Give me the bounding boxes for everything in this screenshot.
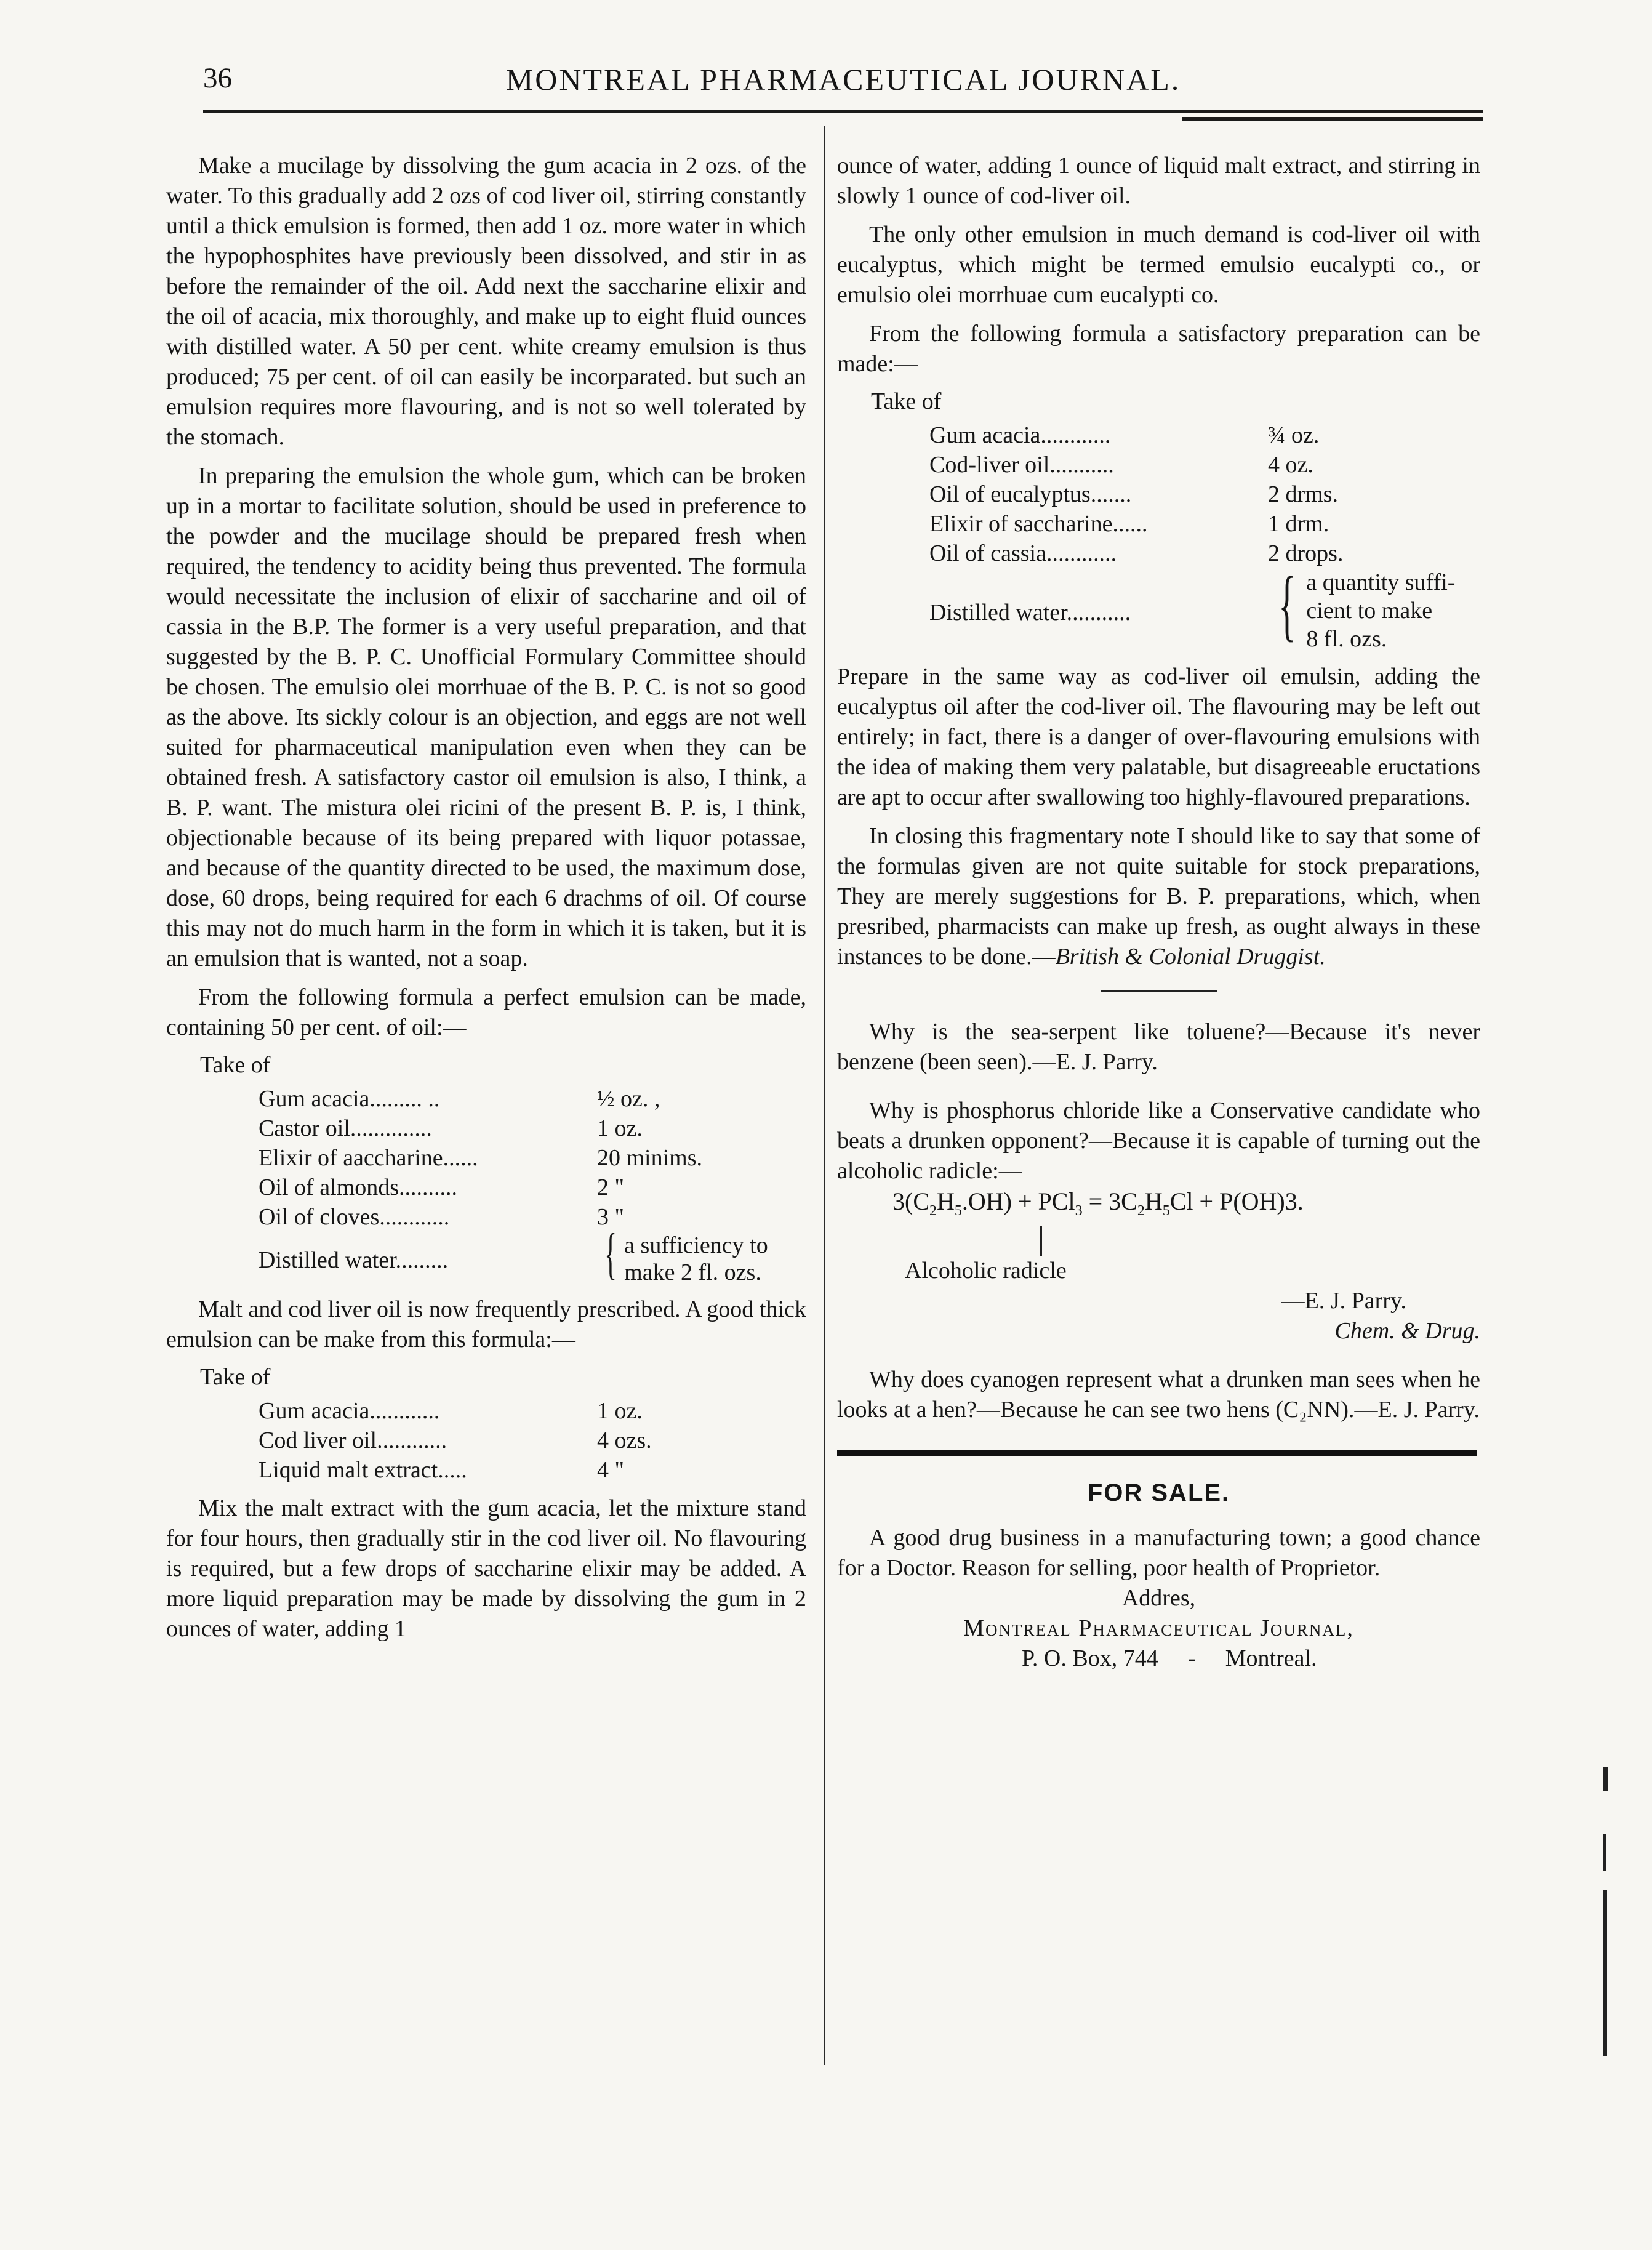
paragraph: Malt and cod liver oil is now frequently prescribed. A good thick emulsion can be make from this formula:— — [166, 1296, 806, 1352]
recipe-row — [259, 1396, 652, 1426]
address-dash: - — [1187, 1645, 1196, 1671]
recipe-row — [259, 1426, 652, 1455]
right-column — [837, 151, 1480, 1674]
quantity-line: a sufficiency to — [624, 1232, 768, 1258]
header-rule-right — [1182, 117, 1483, 121]
source-citation: British & Colonial Druggist. — [1055, 944, 1326, 970]
ingredient: Oil of cassia............ — [929, 540, 1117, 566]
quantity: 20 minims. — [597, 1145, 703, 1171]
header-rule — [203, 110, 1483, 113]
ingredient: Distilled water......... — [259, 1247, 449, 1273]
for-sale-text: A good drug business in a manufacturing town; a good chance for a Doctor. Reason for selling, poor health of Proprietor. — [837, 1525, 1480, 1581]
address-label: Addres, — [1121, 1585, 1196, 1611]
brace-glyph: { — [604, 1222, 617, 1285]
quantity: 4 " — [597, 1457, 625, 1483]
journal-title: MONTREAL PHARMACEUTICAL JOURNAL. — [505, 62, 1181, 97]
brace-glyph: { — [1278, 561, 1296, 649]
section-divider — [1101, 990, 1217, 992]
quantity: 1 oz. — [597, 1115, 643, 1141]
ingredient: Elixir of saccharine...... — [929, 511, 1148, 537]
joke-paragraph: Why is phosphorus chloride like a Conservative candidate who beats a drunken opponent?—Because it is capable of turning out the alcoholic radicle:— — [837, 1098, 1480, 1184]
quantity — [1262, 561, 1456, 653]
ingredient: Oil of almonds.......... — [259, 1175, 457, 1200]
recipe-row — [929, 480, 1455, 509]
joke-paragraph: Why is the sea-serpent like toluene?—Because it's never benzene (been seen).—E. J. Parry. — [837, 1019, 1480, 1075]
scan-mark — [1603, 1834, 1606, 1871]
recipe-row — [259, 1143, 768, 1173]
quantity-line: a quantity suffi- — [1306, 569, 1456, 595]
left-column — [166, 151, 806, 1644]
quantity: 1 drm. — [1268, 511, 1329, 537]
ingredient: Gum acacia............ — [929, 422, 1111, 448]
quantity: 1 oz. — [597, 1398, 643, 1424]
advert-rule — [837, 1450, 1477, 1456]
ingredient: Gum acacia......... .. — [259, 1086, 440, 1112]
quantity: 4 ozs. — [597, 1428, 652, 1453]
quantity: ¾ oz. — [1268, 422, 1320, 448]
ingredient: Gum acacia............ — [259, 1398, 440, 1424]
recipe-row — [929, 539, 1455, 568]
ingredient: Castor oil.............. — [259, 1115, 432, 1141]
quantity: 4 oz. — [1268, 452, 1313, 478]
recipe-row — [259, 1202, 768, 1232]
recipe-row — [259, 1173, 768, 1202]
page-number: 36 — [203, 62, 232, 94]
scan-mark — [1603, 1767, 1608, 1791]
chemical-equation: $3(C_2H_5.OH) + PCl_3 = 3C_2H_5Cl + P(OH)3$. — [892, 1187, 1304, 1219]
recipe-table — [929, 420, 1455, 653]
quantity: ½ oz. , — [597, 1086, 660, 1112]
joke-paragraph: Why does cyanogen represent what a drunken man sees when he looks at a hen?—Because he can see two hens (C₂NN).—E. J. Parry. — [837, 1367, 1480, 1423]
paragraph: Prepare in the same way as cod-liver oil emulsin, adding the eucalyptus oil after the cod-liver oil. The flavouring may be left out entirely; in fact, there is a danger of over-flavouring emulsions with the idea of making them very palatable, but disagreeable eructations are apt to occur after swallowing too highly-flavoured preparations. — [837, 664, 1480, 810]
recipe-row — [929, 568, 1455, 653]
paragraph: In preparing the emulsion the whole gum, which can be broken up in a mortar to facilitate solution, should be used in preference to the powder and the mucilage should be prepared fresh when required, the tendency to acidity being thus prevented. The formula would necessitate the inclusion of elixir of saccharine and oil of cassia in the B.P. The former is a very useful preparation, and that suggested by the B. P. C. Unofficial Formulary Committee should be chosen. The emulsio olei morrhuae of the B. P. C. is not so good as the above. Its sickly colour is an objection, and eggs are not well suited for pharmaceutical manipulation even when they can be obtained fresh. A satisfactory castor oil emulsion is also, I think, a B. P. want. The mistura olei ricini of the present B. P. is, I think, objectionable because of its being prepared with liquor potassae, and because of the quantity directed to be used, the maximum dose, dose, 60 drops, being required for each 6 drachms of oil. Of course this may not do much harm in the form in which it is taken, but it is an emulsion that is wanted, not a soap. — [166, 463, 806, 971]
quantity-line: make 2 fl. ozs. — [624, 1260, 761, 1285]
ingredient: Oil of cloves............ — [259, 1204, 450, 1230]
ingredient: Liquid malt extract..... — [259, 1457, 467, 1483]
paragraph — [837, 821, 1480, 972]
paragraph: From the following formula a satisfactory preparation can be made:— — [837, 321, 1480, 377]
recipe-row — [259, 1232, 768, 1286]
take-of-label: Take of — [871, 388, 942, 414]
address-box: P. O. Box, 744 — [1022, 1645, 1158, 1671]
page-header — [203, 62, 1483, 105]
for-sale-heading: FOR SALE. — [1087, 1479, 1230, 1506]
recipe-row — [929, 420, 1455, 450]
quantity: 3 " — [597, 1204, 625, 1230]
radicle-label: Alcoholic radicle — [905, 1258, 1067, 1284]
recipe-table — [259, 1084, 768, 1286]
ingredient: Cod-liver oil........... — [929, 452, 1114, 478]
recipe-row — [259, 1455, 652, 1485]
ingredient: Oil of eucalyptus....... — [929, 481, 1132, 507]
quantity: 2 drops. — [1268, 540, 1344, 566]
quantity-line: 8 fl. ozs. — [1306, 626, 1387, 652]
quantity: 2 " — [597, 1175, 625, 1200]
ingredient: Cod liver oil............ — [259, 1428, 447, 1453]
radicle-pointer — [1040, 1226, 1042, 1256]
scan-mark — [1603, 1890, 1607, 2056]
ingredient: Distilled water........... — [929, 600, 1131, 625]
quantity: 2 drms. — [1268, 481, 1338, 507]
recipe-table — [259, 1396, 652, 1485]
address-city: Montreal. — [1225, 1645, 1317, 1671]
quantity — [591, 1222, 768, 1286]
paragraph: Make a mucilage by dissolving the gum acacia in 2 ozs. of the water. To this gradually add 2 ozs of cod liver oil, stirring constantly until a thick emulsion is formed, then add 1 oz. more water in which the hypophosphites have previously been dissolved, and stir in as before the remainder of the oil. Add next the saccharine elixir and the oil of acacia, mix thoroughly, and make up to eight fluid ounces with distilled water. A 50 per cent. white creamy emulsion is thus produced; 75 per cent. of oil can easily be incorparated. but such an emulsion requires more flavouring, and is not so well tolerated by the stomach. — [166, 153, 806, 450]
quantity-line: cient to make — [1306, 598, 1433, 624]
recipe-row — [259, 1084, 768, 1114]
paragraph-text: In closing this fragmentary note I should like to say that some of the formulas given are not quite suitable for stock preparations, They are merely suggestions for B. P. preparations, which, when presribed, pharmacists can make up fresh, as ought always in these instances to be done.— — [837, 823, 1480, 970]
address-line — [837, 1644, 1480, 1674]
ingredient: Elixir of aaccharine...... — [259, 1145, 478, 1171]
take-of-label: Take of — [200, 1364, 271, 1390]
attribution-source: Chem. & Drug. — [1334, 1318, 1480, 1344]
paragraph: The only other emulsion in much demand is cod-liver oil with eucalyptus, which might be termed emulsio eucalypti co., or emulsio olei morrhuae cum eucalypti co. — [837, 222, 1480, 308]
recipe-row — [929, 450, 1455, 480]
recipe-row — [259, 1114, 768, 1143]
paragraph: ounce of water, adding 1 ounce of liquid malt extract, and stirring in slowly 1 ounce of cod-liver oil. — [837, 153, 1480, 209]
paragraph: From the following formula a perfect emulsion can be made, containing 50 per cent. of oil:— — [166, 984, 806, 1040]
take-of-label: Take of — [200, 1052, 271, 1078]
attribution-author: —E. J. Parry. — [1281, 1288, 1406, 1314]
address-name: Montreal Pharmaceutical Journal, — [963, 1615, 1354, 1641]
column-divider — [824, 126, 825, 2065]
recipe-row — [929, 509, 1455, 539]
paragraph: Mix the malt extract with the gum acacia, let the mixture stand for four hours, then gradually stir in the cod liver oil. No flavouring is required, but a few drops of saccharine elixir may be added. A more liquid preparation may be made by dissolving the gum in 2 ounces of water, adding 1 — [166, 1495, 806, 1642]
